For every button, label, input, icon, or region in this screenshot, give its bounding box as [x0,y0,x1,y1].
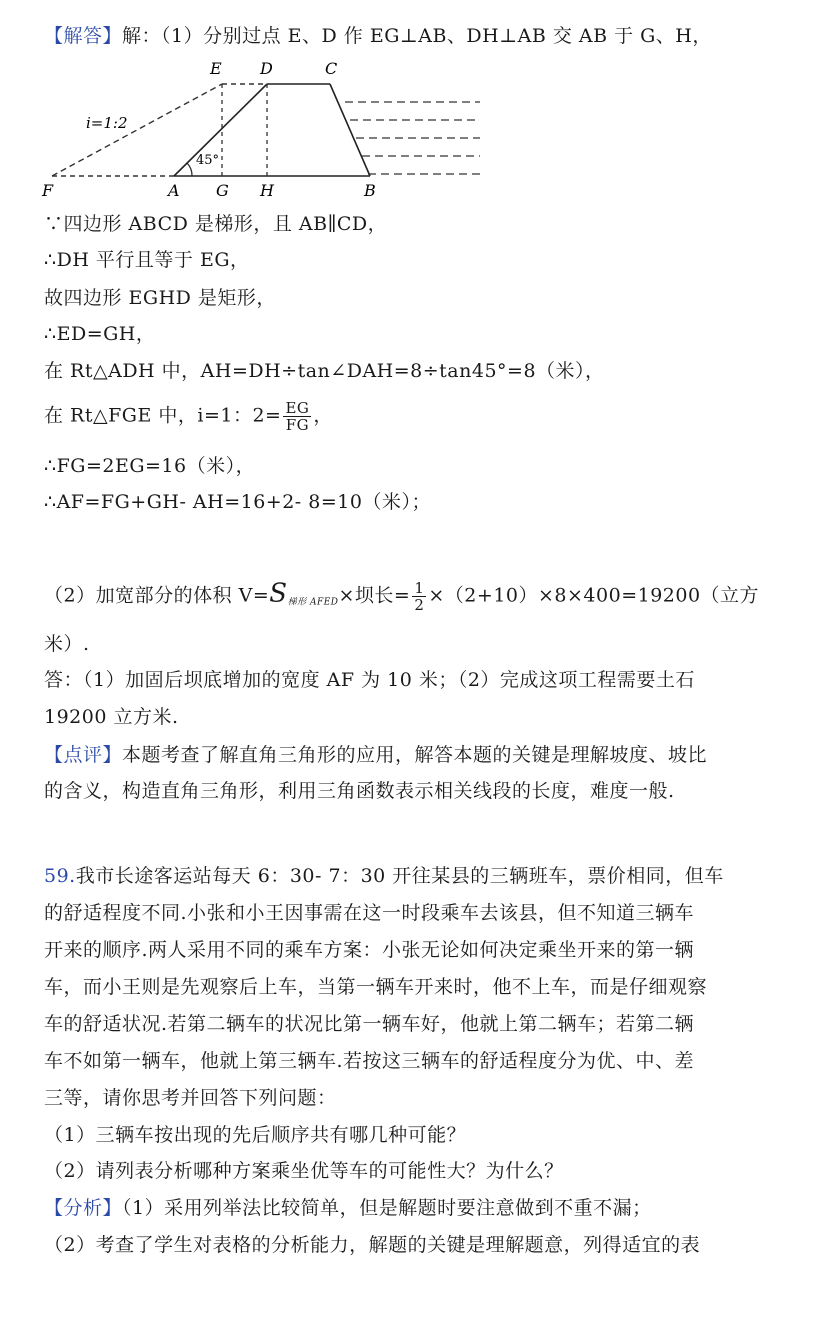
analysis-line-1 [44,1196,801,1220]
part2-cont: 米）. [44,633,90,655]
point-a-label: A [168,181,180,200]
analysis-line-2: （2）考查了学生对表格的分析能力，解题的关键是理解题意，列得适宜的表 [44,1234,701,1256]
trapezoid-figure [40,56,500,206]
part2-subscript: 梯形 AFED [287,597,339,608]
final-answer-1: 答：（1）加固后坝底增加的宽度 AF 为 10 米；（2）完成这项工程需要土石 [44,669,695,691]
problem-59-line-3: 开来的顺序.两人采用不同的乘车方案：小张无论如何决定乘坐开来的第一辆 [44,939,695,961]
line-ad [174,84,267,176]
part2-prefix: （2）加宽部分的体积 V= [44,584,270,607]
problem-59-line-4: 车，而小王则是先观察后上车，当第一辆车开来时，他不上车，而是仔细观察 [44,976,708,998]
problem-59-line-7: 三等，请你思考并回答下列问题： [44,1087,337,1109]
step-2: ∴DH 平行且等于 EG， [44,249,250,271]
comment-text-1: 本题考查了解直角三角形的应用，解答本题的关键是理解坡度、坡比 [122,744,708,766]
step-7: ∴AF=FG+GH- AH=16+2- 8=10（米）； [44,491,431,513]
problem-59-line-5: 车的舒适状况.若第二辆车的状况比第一辆车好，他就上第二辆车；若第二辆 [44,1013,695,1035]
answer-intro-text: 解：（1）分别过点 E、D 作 EG⊥AB、DH⊥AB 交 AB 于 G、H， [122,25,712,47]
step-5: 在 Rt△ADH 中，AH=DH÷tan∠DAH=8÷tan45°=8（米）， [44,360,605,382]
analysis-tag: 【分析】 [44,1197,123,1219]
fraction-numerator: EG [285,399,310,417]
problem-59-line-2: 的舒适程度不同.小张和小王因事需在这一时段乘车去该县，但不知道三辆车 [44,902,695,924]
comment-line-1 [44,743,801,767]
analysis-text-1: （1）采用列举法比较简单，但是解题时要注意做到不重不漏； [122,1197,652,1219]
angle-arc [187,163,192,176]
point-b-label: B [364,181,376,200]
point-c-label: C [325,59,338,78]
slope-label: i=1:2 [86,114,128,132]
part2-suffix: ×（2+10）×8×400=19200（立方 [428,584,760,607]
step-fg-prefix: 在 Rt△FGE 中，i=1：2= [44,404,282,427]
question-1: （1）三辆车按出现的先后顺序共有哪几种可能？ [44,1124,467,1146]
step-4: ∴ED=GH， [44,323,156,345]
point-h-label: H [260,181,274,200]
answer-intro [44,24,801,48]
part2-line [44,580,801,615]
step-fg-suffix: ， [313,404,333,427]
fraction-half [412,580,426,613]
fraction-denominator: FG [285,416,310,434]
half-denominator: 2 [414,596,425,614]
comment-tag: 【点评】 [44,744,123,766]
step-6: ∴FG=2EG=16（米）， [44,455,256,477]
problem-59-line-1 [44,864,801,888]
line-cb [330,84,370,176]
step-1: ∵四边形 ABCD 是梯形，且 AB∥CD， [44,213,388,235]
half-numerator: 1 [414,579,425,597]
final-answer-2: 19200 立方米. [44,706,179,728]
part2-mid: ×坝长= [338,584,411,607]
problem-59-text-1: 我市长途客运站每天 6：30- 7：30 开往某县的三辆班车，票价相同，但车 [75,865,724,887]
problem-number: 59. [44,865,76,887]
fraction-eg-fg [283,400,311,433]
part2-s: S [269,578,288,609]
step-fg [44,400,801,433]
problem-59-line-6: 车不如第一辆车，他就上第三辆车.若按这三辆车的舒适程度分为优、中、差 [44,1050,695,1072]
answer-tag: 【解答】 [44,25,123,47]
step-3: 故四边形 EGHD 是矩形， [44,287,276,309]
point-e-label: E [210,59,222,78]
comment-line-2: 的含义，构造直角三角形，利用三角函数表示相关线段的长度，难度一般. [44,780,675,802]
question-2: （2）请列表分析哪种方案乘坐优等车的可能性大？为什么？ [44,1160,564,1182]
point-g-label: G [216,181,229,200]
point-f-label: F [42,181,54,200]
angle-label: 45° [196,153,220,168]
point-d-label: D [260,59,273,78]
